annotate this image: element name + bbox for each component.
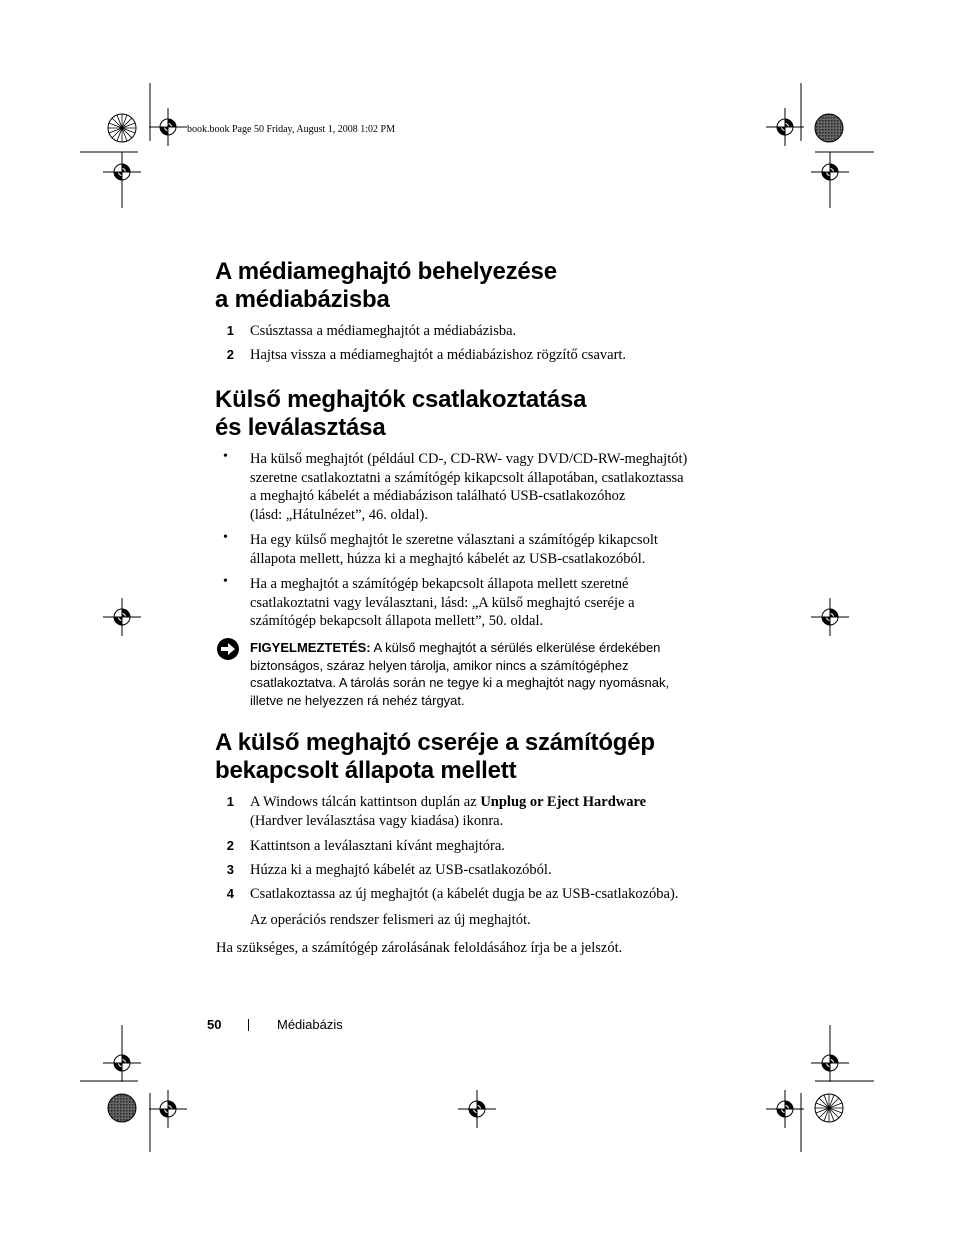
section-title-media-insert — [215, 258, 557, 314]
notice-icon — [216, 637, 240, 661]
bullet-item — [250, 531, 658, 568]
title-line: és leválasztása — [215, 414, 386, 441]
step-text-prefix: A Windows tálcán kattintson duplán az — [250, 794, 481, 810]
step-text: Kattintson a leválasztani kívánt meghajtóra. — [250, 838, 505, 854]
bullet-marker: • — [223, 574, 228, 589]
step-number: 1 — [226, 323, 234, 338]
title-line: bekapcsolt állapota mellett — [215, 757, 517, 784]
ui-label-unplug-eject: Unplug or Eject Hardware — [480, 794, 647, 810]
page-number: 50 — [207, 1017, 222, 1032]
bullet-line: Ha egy külső meghajtót le szeretne választani a számítógép kikapcsolt — [250, 532, 658, 548]
bullet-marker: • — [223, 530, 228, 545]
title-line: A médiameghajtó behelyezése — [215, 258, 557, 285]
notice-text — [250, 639, 669, 709]
bullet-line: Ha a meghajtót a számítógép bekapcsolt állapota mellett szeretné — [250, 576, 629, 592]
step-text-line: (Hardver leválasztása vagy kiadása) ikonra. — [250, 812, 504, 829]
notice-line: A külső meghajtót a sérülés elkerülése érdekében — [370, 640, 661, 655]
closing-paragraph: Ha szükséges, a számítógép zárolásának feloldásához írja be a jelszót. — [216, 940, 623, 956]
footer-section-name: Médiabázis — [277, 1017, 343, 1032]
step-number: 4 — [226, 886, 234, 901]
title-line: a médiabázisba — [215, 286, 390, 313]
title-line: A külső meghajtó cseréje a számítógép — [215, 729, 655, 756]
bullet-line: (lásd: „Hátulnézet”, 46. oldal). — [250, 506, 428, 523]
bullet-line: számítógép bekapcsolt állapota mellett”, 50. oldal. — [250, 613, 544, 629]
notice-line: biztonságos, száraz helyen tárolja, amikor nincs a számítógéphez — [250, 657, 629, 673]
step-text — [250, 793, 646, 830]
bullet-line: Ha külső meghajtót (például CD-, CD-RW- vagy DVD/CD-RW-meghajtót) — [250, 451, 688, 467]
footer-separator — [248, 1019, 249, 1031]
step-number: 2 — [226, 838, 234, 853]
step-text: Húzza ki a meghajtó kábelét az USB-csatlakozóból. — [250, 862, 552, 878]
section-title-hot-swap — [215, 729, 655, 785]
title-line: Külső meghajtók csatlakoztatása — [215, 386, 587, 413]
bullet-line: csatlakoztatni vagy leválasztani, lásd: „A külső meghajtó cseréje a — [250, 594, 635, 611]
notice-line: illetve ne helyezzen rá nehéz tárgyat. — [250, 692, 465, 708]
notice-label: FIGYELMEZTETÉS: — [250, 640, 371, 655]
bullet-item — [250, 450, 687, 524]
step-text: Csatlakoztassa az új meghajtót (a kábelét dugja be az USB-csatlakozóba). — [250, 886, 679, 902]
step-text: Csúsztassa a médiameghajtót a médiabázisba. — [250, 323, 517, 339]
step-number: 1 — [226, 794, 234, 809]
bullet-line: állapota mellett, húzza ki a meghajtó kábelét az USB-csatlakozóból. — [250, 550, 646, 567]
notice-line: csatlakoztatva. A tárolás során ne tegye ki a meghajtót nagy nyomásnak, — [250, 675, 670, 690]
bullet-marker: • — [223, 449, 228, 464]
step-text: Hajtsa vissza a médiameghajtót a médiabázishoz rögzítő csavart. — [250, 347, 627, 363]
bullet-line: a meghajtó kábelét a médiabázison található USB-csatlakozóhoz — [250, 488, 626, 504]
step-number: 3 — [226, 862, 234, 877]
print-meta-header: book.book Page 50 Friday, August 1, 2008 1:02 PM — [187, 124, 395, 135]
bullet-item — [250, 575, 635, 631]
step-number: 2 — [226, 347, 234, 362]
result-text: Az operációs rendszer felismeri az új meghajtót. — [250, 912, 531, 928]
section-title-external-drives — [215, 386, 586, 442]
bullet-line: szeretne csatlakoztatni a számítógép kikapcsolt állapotában, csatlakoztassa — [250, 469, 684, 486]
